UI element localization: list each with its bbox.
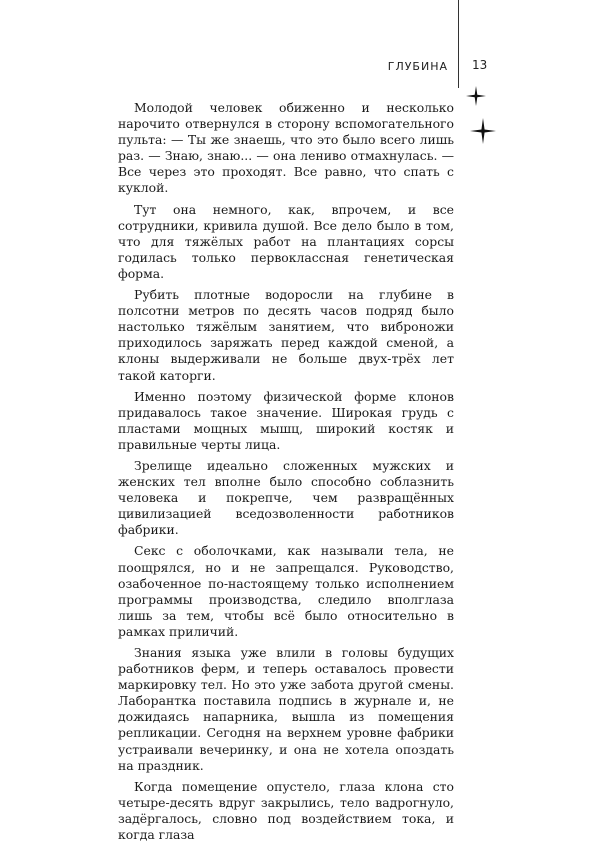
paragraph: Когда помещение опустело, глаза клона сто четыре-десять вдруг закрылись, тело вадрогнуло, задёргалось, словно под воздействием тока, и когда глаза <box>118 778 454 843</box>
paragraph: Зрелище идеально сложенных мужских и женских тел вполне было способно соблазнить человека и покрепче, чем развращённых цивилизацией вседозволенности работников фабрики. <box>118 457 454 538</box>
running-head: ГЛУБИНА <box>387 60 448 73</box>
paragraph: Секс с оболочками, как называли тела, не поощрялся, но и не запрещался. Руководство, озабоченное по-настоящему только исполнением программы производства, следило вполглаза лишь за тем, чтобы всё было относительно в рамках приличий. <box>118 543 454 639</box>
paragraph: Знания языка уже влили в головы будущих работников ферм, и теперь оставалось провести маркировку тел. Но это уже забота другой смены. Лаборантка поставила подпись в журнале и, не дожидаясь напарника, вышла из помещения репликации. Сегодня на верхнем уровне фабрики устраивали вечеринку, и она не хотела опоздать на праздник. <box>118 645 454 773</box>
paragraph: Молодой человек обиженно и несколько нарочито отвернулся в сторону вспомогательного пульта: — Ты же знаешь, что это было всего лишь раз. — Знаю, знаю... — она лениво отмахнулась. — Все через это проходят. Все равно, что спать с куклой. <box>118 100 454 196</box>
paragraph: Именно поэтому физической форме клонов придавалось такое значение. Широкая грудь с пластами мощных мышц, широкий костяк и правильные черты лица. <box>118 388 454 452</box>
sparkle-star-icon <box>470 118 496 144</box>
margin-rule <box>458 0 459 88</box>
paragraph: Тут она немного, как, впрочем, и все сотрудники, кривила душой. Все дело было в том, что для тяжёлых работ на плантациях сорсы годилась только первоклассная генетическая форма. <box>118 201 454 281</box>
sparkle-star-icon <box>466 86 486 106</box>
body-text <box>118 100 454 848</box>
page-number: 13 <box>472 58 488 72</box>
paragraph: Рубить плотные водоросли на глубине в полсотни метров по десять часов подряд было настолько тяжёлым занятием, что виброножи приходилось заряжать перед каждой сменой, а клоны выдерживали не больше двух-трёх лет такой каторги. <box>118 287 454 383</box>
